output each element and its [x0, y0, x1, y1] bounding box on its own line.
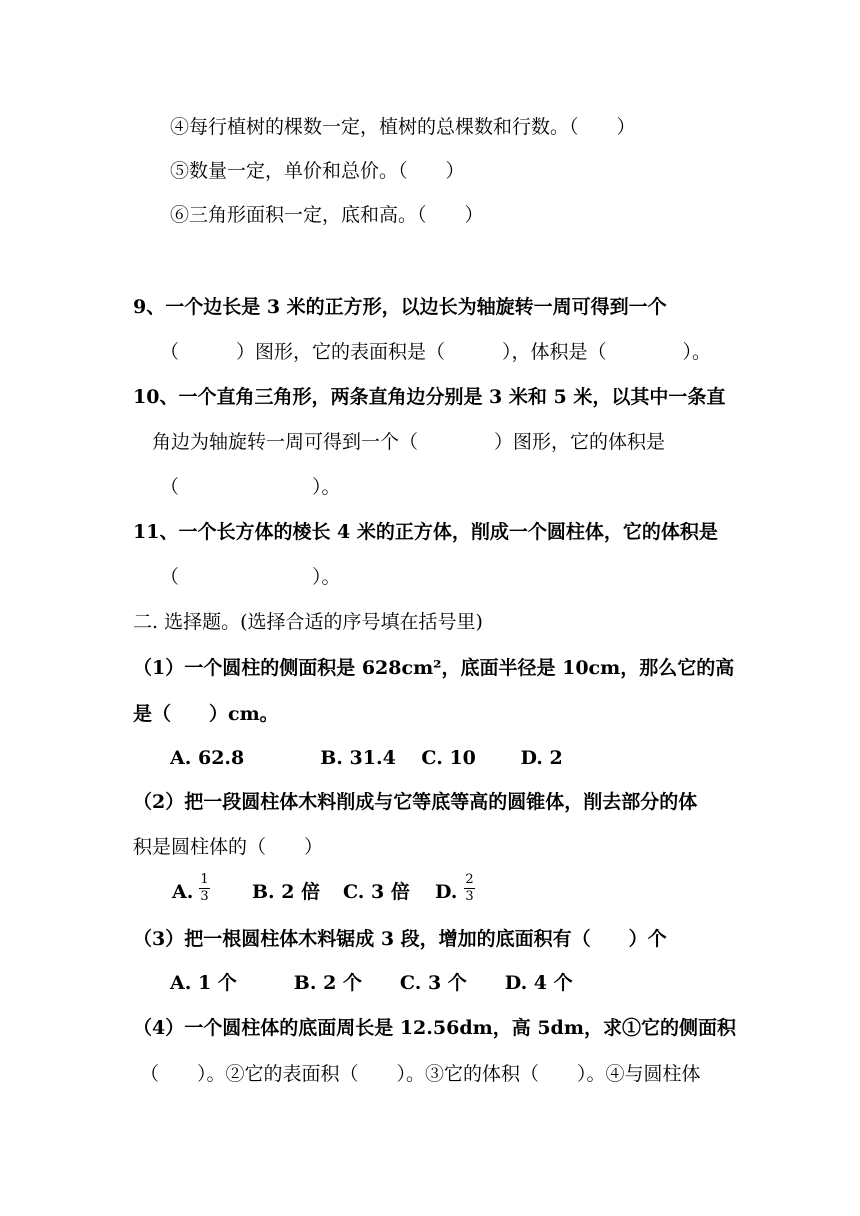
text-line: ⑥三角形面积一定，底和高。（ ）	[170, 204, 484, 226]
text-line: （2）把一段圆柱体木料削成与它等底等高的圆锥体，削去部分的体	[133, 791, 698, 813]
fraction-denominator: 3	[465, 889, 474, 904]
text-line: （ ）图形，它的表面积是（ ），体积是（ ）。	[160, 341, 712, 363]
option-b: B. 2 倍	[252, 881, 321, 903]
text-line: 9、一个边长是 3 米的正方形，以边长为轴旋转一周可得到一个	[133, 296, 667, 318]
text-line: 积是圆柱体的（ ）	[133, 836, 324, 858]
text-line: A. 62.8 B. 31.4 C. 10 D. 2	[170, 747, 563, 769]
text-line: 角边为轴旋转一周可得到一个（ ）图形，它的体积是	[152, 431, 666, 453]
text-line: A. 1 个 B. 2 个 C. 3 个 D. 4 个	[170, 972, 573, 994]
text-line: 是（ ）cm。	[133, 703, 279, 725]
text-line: （ ）。②它的表面积（ ）。③它的体积（ ）。④与圆柱体	[140, 1063, 701, 1085]
text-line: 10、一个直角三角形，两条直角边分别是 3 米和 5 米，以其中一条直	[133, 386, 726, 408]
fraction-numerator: 2	[465, 872, 474, 887]
text-line: （4）一个圆柱体的底面周长是 12.56dm，高 5dm，求①它的侧面积	[133, 1017, 736, 1039]
text-line: ④每行植树的棵数一定，植树的总棵数和行数。（ ）	[170, 116, 636, 138]
text-line: （1）一个圆柱的侧面积是 628cm²，底面半径是 10cm，那么它的高	[133, 657, 735, 679]
option-d-label: D.	[435, 881, 458, 903]
text-line: （ ）。	[160, 476, 341, 498]
fraction-one-third	[199, 873, 210, 904]
text-line: （3）把一根圆柱体木料锯成 3 段，增加的底面积有（ ）个	[133, 928, 667, 950]
text-line: （ ）。	[160, 566, 341, 588]
fraction-numerator: 1	[200, 872, 209, 887]
fraction-denominator: 3	[200, 889, 209, 904]
text-line: 二. 选择题。(选择合适的序号填在括号里)	[133, 611, 483, 633]
option-c: C. 3 倍	[343, 881, 410, 903]
fraction-two-thirds	[464, 873, 475, 904]
option-a-label: A.	[172, 881, 194, 903]
text-line: ⑤数量一定，单价和总价。（ ）	[170, 160, 465, 182]
text-line: 11、一个长方体的棱长 4 米的正方体，削成一个圆柱体，它的体积是	[133, 521, 718, 543]
